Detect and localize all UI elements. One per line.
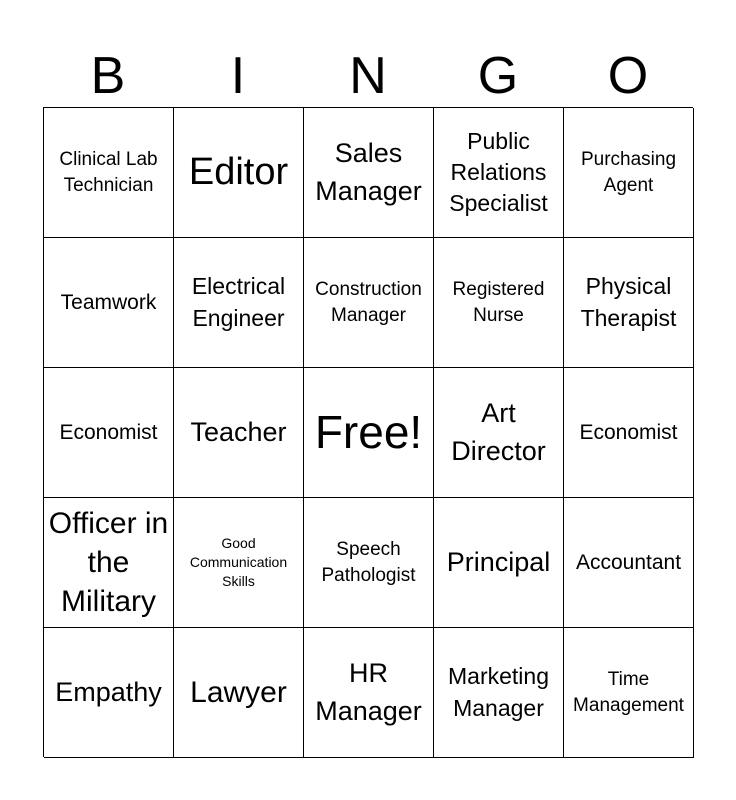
bingo-cell[interactable]: Economist [44,368,174,498]
bingo-cell[interactable]: Principal [434,498,564,628]
header-letter-n: N [349,47,387,105]
bingo-cell[interactable]: Lawyer [174,628,304,758]
bingo-cell[interactable]: Good Communication Skills [174,498,304,628]
bingo-cell[interactable]: Public Relations Specialist [434,108,564,238]
header-letter-b: B [90,47,126,105]
header-letter-i: I [230,47,246,105]
bingo-cell[interactable]: Speech Pathologist [304,498,434,628]
bingo-cell[interactable]: Teamwork [44,238,174,368]
bingo-cell[interactable]: Empathy [44,628,174,758]
bingo-cell[interactable]: Registered Nurse [434,238,564,368]
bingo-cell[interactable]: Clinical Lab Technician [44,108,174,238]
bingo-cell[interactable]: Sales Manager [304,108,434,238]
bingo-header [43,44,693,108]
bingo-cell[interactable]: Time Management [564,628,694,758]
bingo-grid [43,107,693,757]
bingo-cell[interactable]: Purchasing Agent [564,108,694,238]
bingo-cell[interactable]: HR Manager [304,628,434,758]
header-letter-o: O [607,47,649,105]
bingo-cell[interactable]: Accountant [564,498,694,628]
bingo-cell[interactable]: Construction Manager [304,238,434,368]
bingo-cell[interactable]: Physical Therapist [564,238,694,368]
free-space-cell[interactable]: Free! [304,368,434,498]
bingo-cell[interactable]: Economist [564,368,694,498]
header-letter-g: G [477,47,519,105]
bingo-cell[interactable]: Art Director [434,368,564,498]
bingo-cell[interactable]: Officer in the Military [44,498,174,628]
bingo-cell[interactable]: Teacher [174,368,304,498]
bingo-cell[interactable]: Editor [174,108,304,238]
bingo-cell[interactable]: Marketing Manager [434,628,564,758]
bingo-cell[interactable]: Electrical Engineer [174,238,304,368]
